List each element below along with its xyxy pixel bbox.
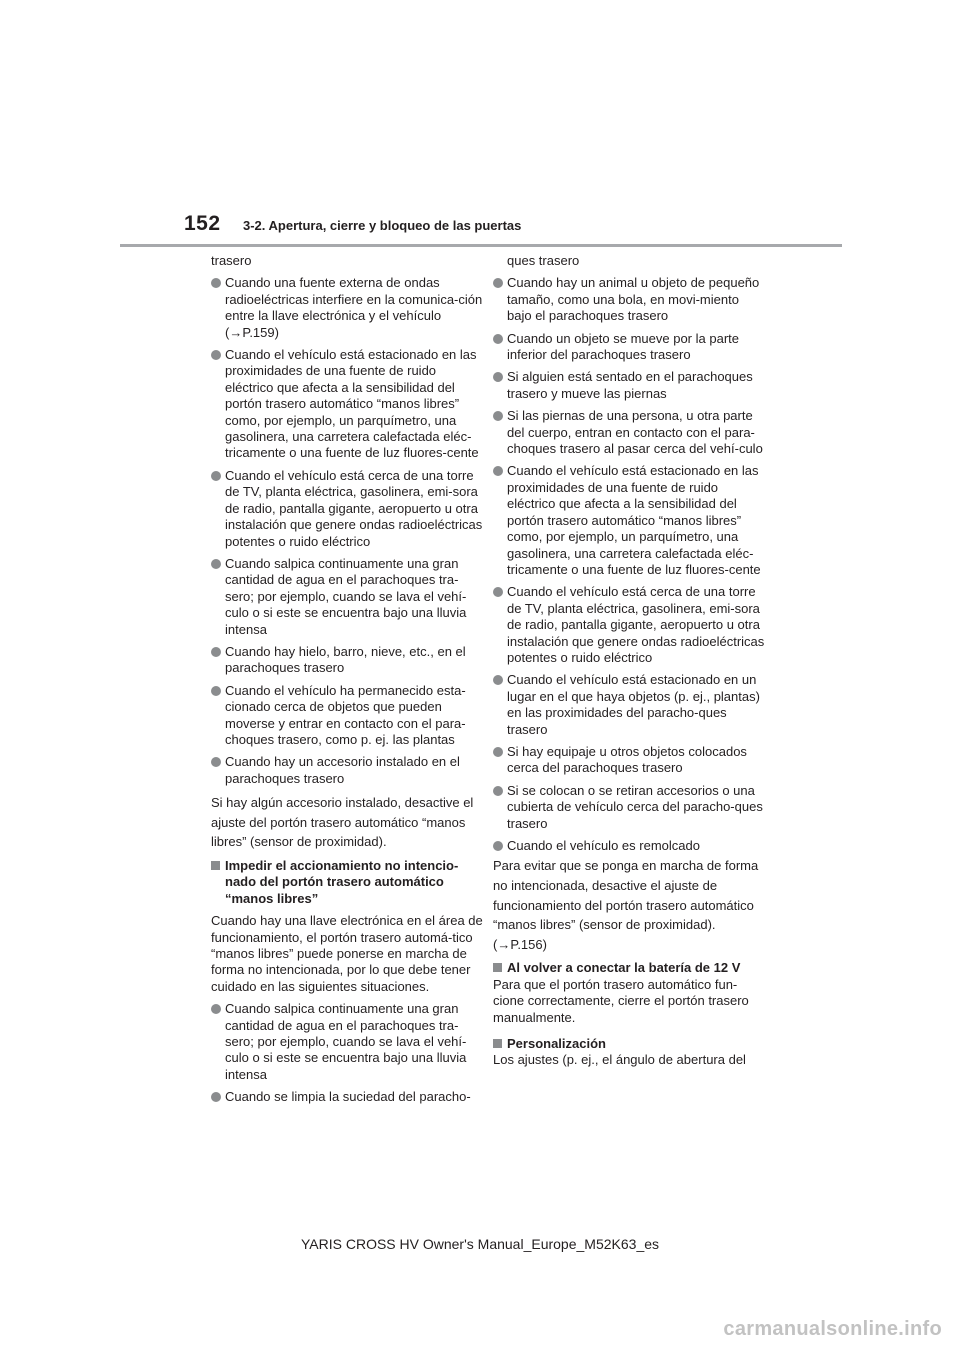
bullet-icon	[493, 841, 503, 851]
list-item: Cuando se limpia la suciedad del paracho-	[211, 1089, 483, 1105]
list-item: Cuando el vehículo está cerca de una torre de TV, planta eléctrica, gasolinera, emi-sora de radio, pantalla gigante, aeropuerto u otra instalación que genere ondas radioeléctricas potentes o ruido eléctrico	[493, 584, 765, 666]
bullet-icon	[211, 647, 221, 657]
list-item: Si se colocan o se retiran accesorios o una cubierta de vehículo cerca del paracho-ques trasero	[493, 783, 765, 832]
list-item: Si las piernas de una persona, u otra parte del cuerpo, entran en contacto con el para-choques trasero al pasar cerca del vehí-culo	[493, 408, 765, 457]
bullet-icon	[211, 350, 221, 360]
bullet-icon	[211, 686, 221, 696]
list-item: Cuando un objeto se mueve por la parte inferior del parachoques trasero	[493, 331, 765, 364]
list-item: Cuando el vehículo está estacionado en las proximidades de una fuente de ruido eléctrico que afecta a la sensibilidad del portón trasero automático “manos libres” como, por ejemplo, un parquímetro, una gasolinera, una carretera calefactada eléc-tricamente o una fuente de luz fluores-cente	[493, 463, 765, 578]
note-paragraph: Si hay algún accesorio instalado, desactive el ajuste del portón trasero automático “manos libres” (sensor de proximidad).	[211, 795, 474, 850]
square-bullet-icon	[211, 861, 220, 870]
subsection-heading: Impedir el accionamiento no intencio-nado del portón trasero automático “manos libres”	[211, 858, 483, 907]
page-header	[0, 0, 960, 250]
bullet-icon	[493, 587, 503, 597]
list-item: Si alguien está sentado en el parachoques trasero y mueve las piernas	[493, 369, 765, 402]
list-item: Cuando hay un animal u objeto de pequeño tamaño, como una bola, en movi-miento bajo el parachoques trasero	[493, 275, 765, 324]
subsection-heading: Personalización	[493, 1036, 765, 1052]
bullet-icon	[493, 278, 503, 288]
square-bullet-icon	[493, 963, 502, 972]
list-item: Cuando el vehículo ha permanecido esta-cionado cerca de objetos que pueden moverse y entrar en contacto con el para-choques trasero, como p. ej. las plantas	[211, 683, 483, 749]
body-paragraph: Cuando hay una llave electrónica en el área de funcionamiento, el portón trasero automá-tico “manos libres” puede ponerse en marcha de forma no intencionada, por lo que debe tener cuidado en las siguientes situaciones.	[211, 913, 483, 994]
bullet-icon	[211, 1092, 221, 1102]
section-title: 3-2. Apertura, cierre y bloqueo de las puertas	[243, 218, 522, 233]
page-number: 152	[184, 212, 221, 235]
list-item: Cuando el vehículo es remolcado	[493, 838, 765, 854]
watermark: carmanualsonline.info	[723, 1318, 942, 1340]
bullet-icon	[493, 466, 503, 476]
bullet-icon	[211, 757, 221, 767]
bullet-icon	[493, 747, 503, 757]
bullet-icon	[211, 278, 221, 288]
list-item: Cuando hay hielo, barro, nieve, etc., en el parachoques trasero	[211, 644, 483, 677]
footer-text: YARIS CROSS HV Owner's Manual_Europe_M52K63_es	[300, 1236, 660, 1252]
list-item: Cuando una fuente externa de ondas radioeléctricas interfiere en la comunica-ción entre la llave electrónica y el vehículo (→P.159)	[211, 275, 483, 341]
list-item: Si hay equipaje u otros objetos colocados cerca del parachoques trasero	[493, 744, 765, 777]
body-paragraph: Los ajustes (p. ej., el ángulo de abertura del	[493, 1052, 746, 1068]
left-column	[211, 253, 483, 1112]
list-item: Cuando salpica continuamente una gran cantidad de agua en el parachoques tra-sero; por ejemplo, cuando se lava el vehí-culo o si este se encuentra bajo una lluvia intensa	[211, 1001, 483, 1083]
bullet-icon	[211, 1004, 221, 1014]
list-item: Cuando el vehículo está cerca de una torre de TV, planta eléctrica, gasolinera, emi-sora de radio, pantalla gigante, aeropuerto u otra instalación que genere ondas radioeléctricas potentes o ruido eléctrico	[211, 468, 483, 550]
bullet-icon	[493, 786, 503, 796]
note-paragraph: Para evitar que se ponga en marcha de forma no intencionada, desactive el ajuste de funcionamiento del portón trasero automático “manos libres” (sensor de proximidad). (→P.156)	[493, 858, 759, 952]
list-item: Cuando el vehículo está estacionado en un lugar en el que haya objetos (p. ej., plantas) en las proximidades del paracho-ques trasero	[493, 672, 765, 738]
bullet-icon	[211, 559, 221, 569]
bullet-icon	[493, 675, 503, 685]
subsection-heading: Al volver a conectar la batería de 12 V	[493, 960, 765, 976]
continued-text: ques trasero	[507, 253, 580, 268]
square-bullet-icon	[493, 1039, 502, 1048]
list-item: Cuando salpica continuamente una gran cantidad de agua en el parachoques tra-sero; por ejemplo, cuando se lava el vehí-culo o si este se encuentra bajo una lluvia intensa	[211, 556, 483, 638]
bullet-icon	[493, 411, 503, 421]
header-rule	[120, 244, 842, 247]
list-item: Cuando el vehículo está estacionado en las proximidades de una fuente de ruido eléctrico que afecta a la sensibilidad del portón trasero automático “manos libres” como, por ejemplo, un parquímetro, una gasolinera, una carretera calefactada eléc-tricamente o una fuente de luz fluores-cente	[211, 347, 483, 462]
right-column	[493, 253, 765, 1075]
list-item: Cuando hay un accesorio instalado en el parachoques trasero	[211, 754, 483, 787]
bullet-icon	[493, 372, 503, 382]
body-paragraph: Para que el portón trasero automático fun-cione correctamente, cierre el portón trasero manualmente.	[493, 976, 749, 1025]
bullet-icon	[211, 471, 221, 481]
continued-text: trasero	[211, 253, 252, 268]
bullet-icon	[493, 334, 503, 344]
